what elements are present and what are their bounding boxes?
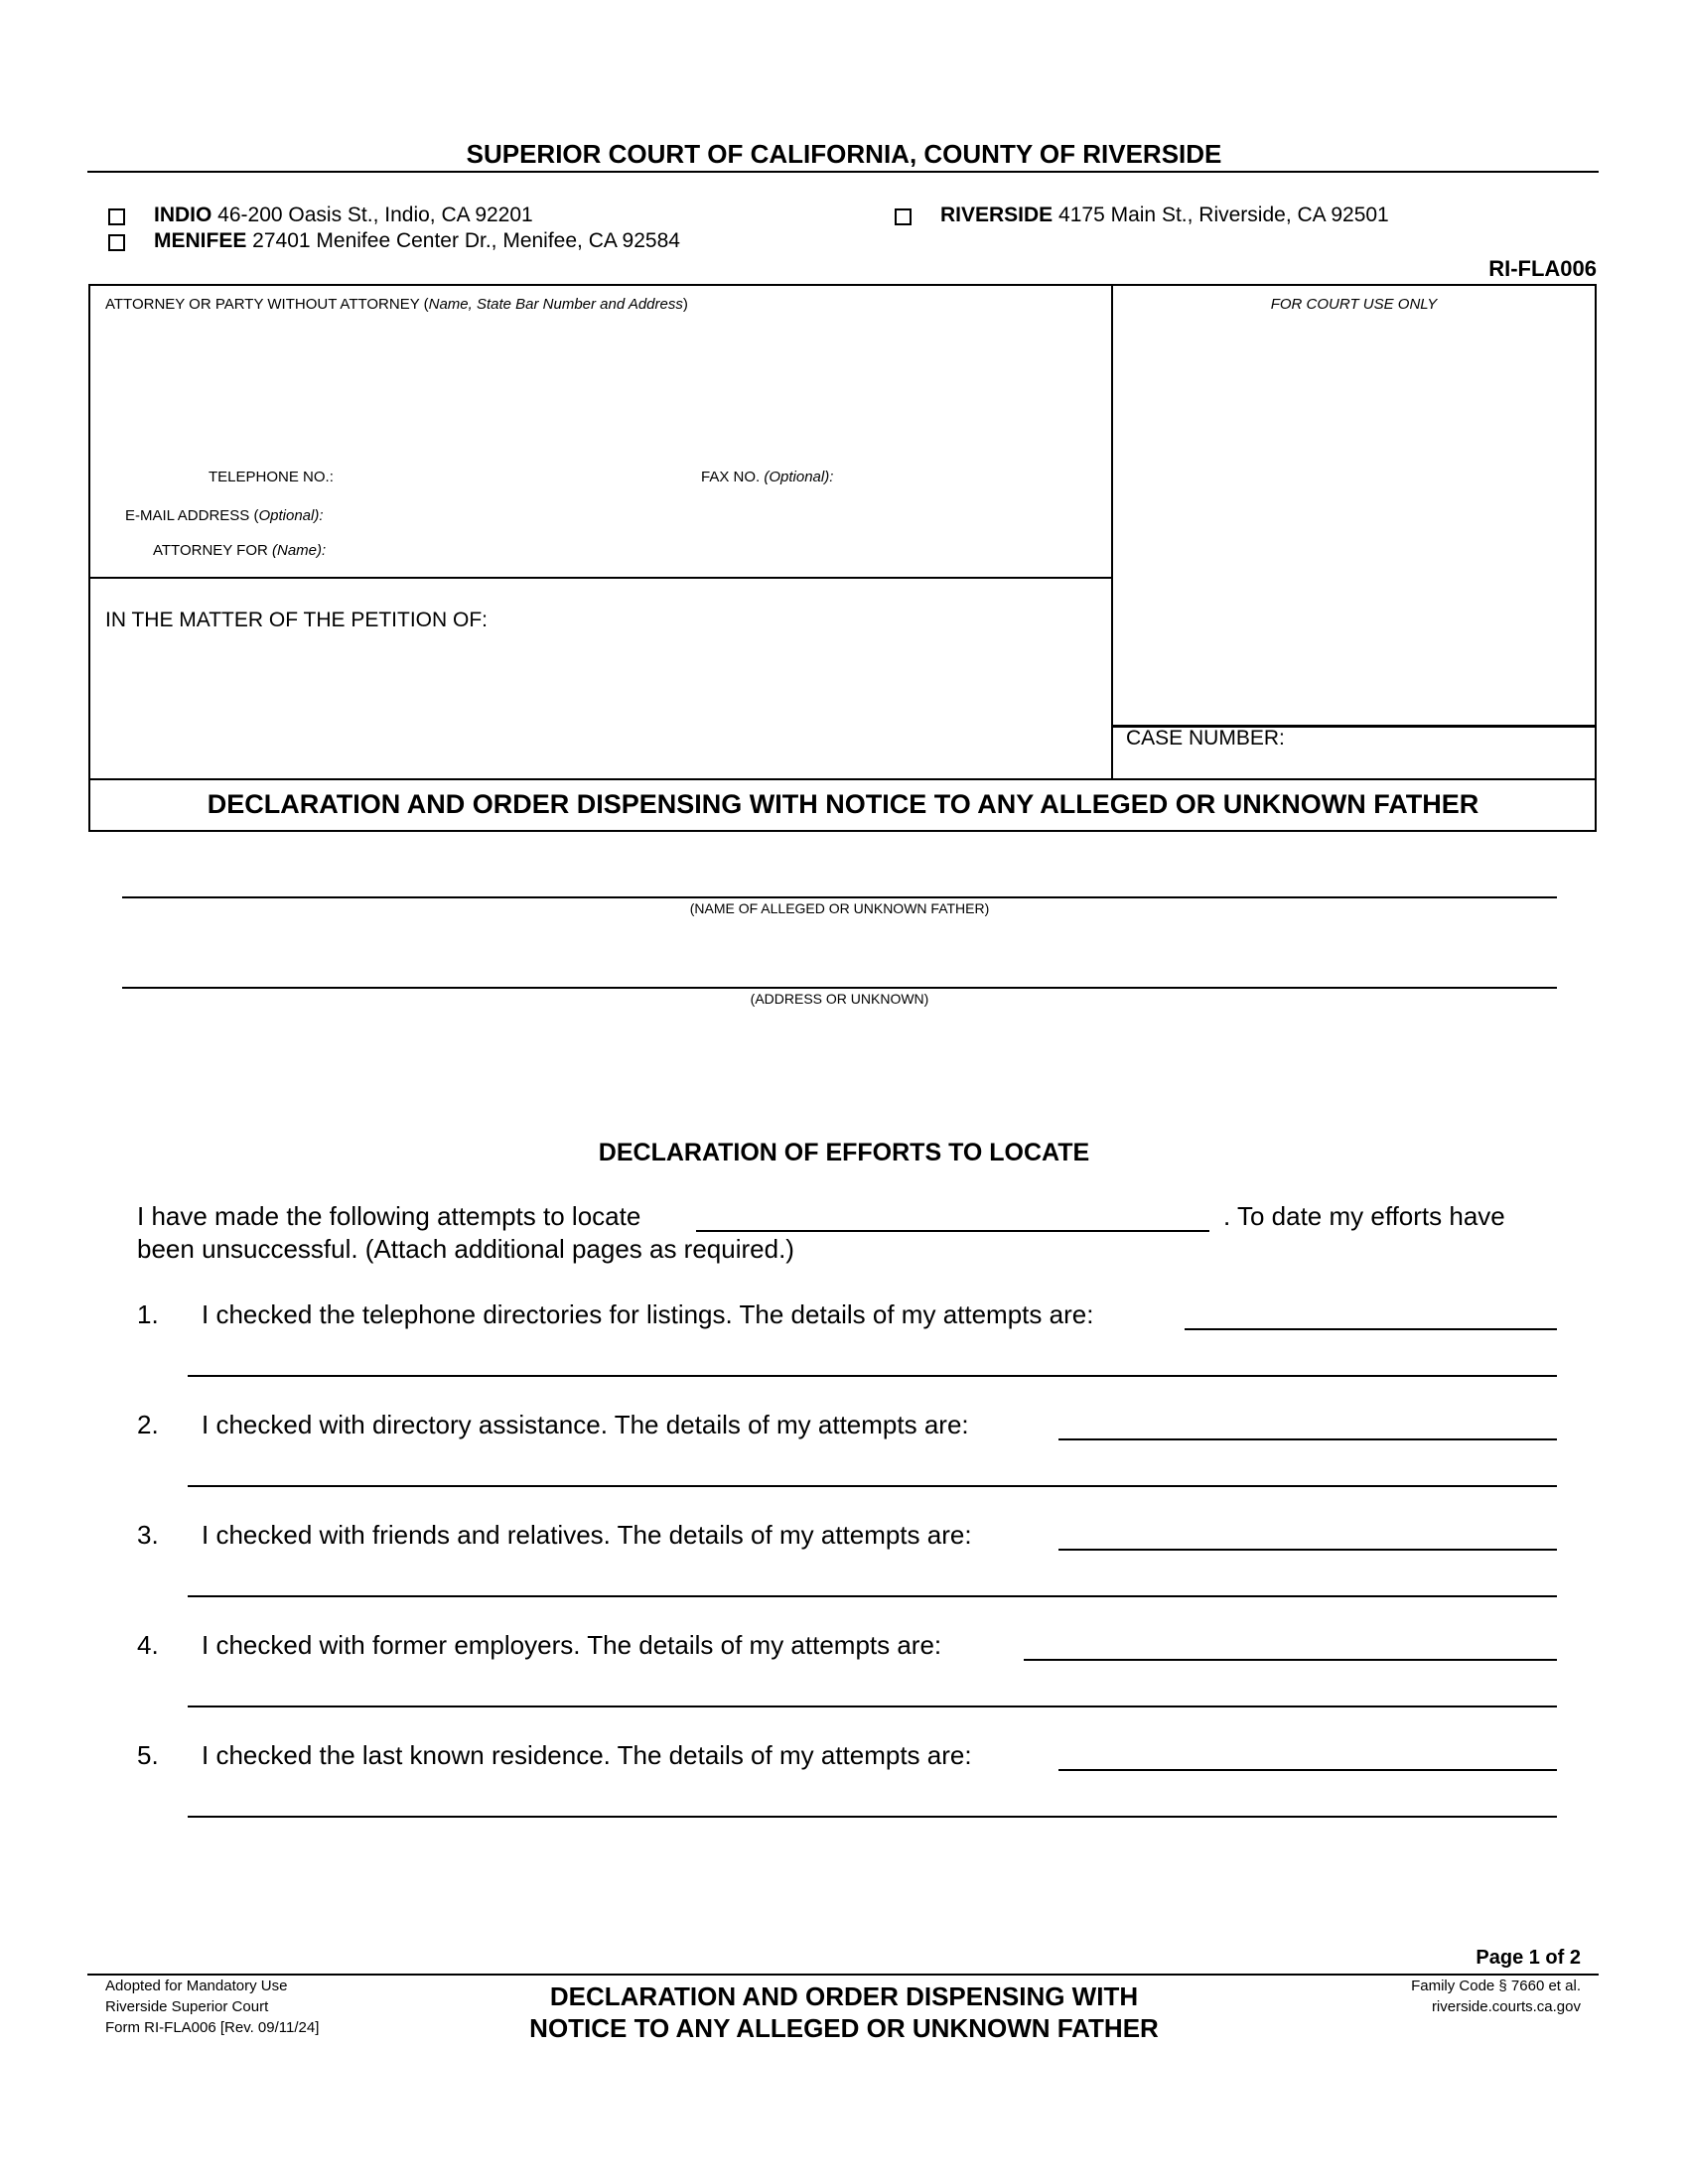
intro-line-2: been unsuccessful. (Attach additional pages as required.) bbox=[137, 1234, 794, 1264]
father-address-line[interactable] bbox=[122, 987, 1557, 989]
father-address-caption: (ADDRESS OR UNKNOWN) bbox=[750, 991, 929, 1007]
email-label: E-MAIL ADDRESS (Optional): bbox=[125, 507, 324, 524]
telephone-label: TELEPHONE NO.: bbox=[209, 469, 334, 485]
form-id: RI-FLA006 bbox=[1488, 256, 1597, 281]
menifee-location: MENIFEE 27401 Menifee Center Dr., Menifee, CA 92584 bbox=[154, 229, 680, 252]
header-rule bbox=[87, 171, 1599, 173]
item-4-line-a[interactable] bbox=[1024, 1659, 1557, 1661]
intro-text-end: . To date my efforts have bbox=[1223, 1201, 1505, 1231]
father-name-caption: (NAME OF ALLEGED OR UNKNOWN FATHER) bbox=[689, 900, 990, 916]
matter-label: IN THE MATTER OF THE PETITION OF: bbox=[105, 609, 489, 631]
footer-right: Family Code § 7660 et al. riverside.courts.ca.gov bbox=[1411, 1978, 1581, 2015]
page-number: Page 1 of 2 bbox=[1476, 1947, 1581, 1969]
item-text: I checked the last known residence. The details of my attempts are: bbox=[202, 1740, 972, 1770]
riverside-location: RIVERSIDE 4175 Main St., Riverside, CA 92501 bbox=[940, 204, 1389, 226]
item-number: 1. bbox=[137, 1299, 159, 1329]
item-2-line-a[interactable] bbox=[1058, 1438, 1557, 1440]
item-3-line-b[interactable] bbox=[188, 1595, 1557, 1597]
item-4-line-b[interactable] bbox=[188, 1706, 1557, 1707]
riverside-checkbox[interactable] bbox=[895, 208, 912, 225]
item-number: 4. bbox=[137, 1630, 159, 1660]
father-name-line[interactable] bbox=[122, 896, 1557, 898]
attorney-for-label: ATTORNEY FOR (Name): bbox=[153, 542, 327, 559]
footer-left: Adopted for Mandatory Use Riverside Superior Court Form RI-FLA006 [Rev. 09/11/24] bbox=[105, 1978, 320, 2036]
case-number-label: CASE NUMBER: bbox=[1126, 727, 1285, 750]
menifee-checkbox[interactable] bbox=[108, 234, 125, 251]
item-number: 5. bbox=[137, 1740, 159, 1770]
footer-title: DECLARATION AND ORDER DISPENSING WITH NOTICE TO ANY ALLEGED OR UNKNOWN FATHER bbox=[529, 1981, 1159, 2043]
document-title: DECLARATION AND ORDER DISPENSING WITH NOTICE TO ANY ALLEGED OR UNKNOWN FATHER bbox=[207, 789, 1479, 819]
item-text: I checked the telephone directories for listings. The details of my attempts are: bbox=[202, 1299, 1094, 1329]
attorney-label: ATTORNEY OR PARTY WITHOUT ATTORNEY (Name, State Bar Number and Address) bbox=[105, 296, 688, 313]
item-1-line-a[interactable] bbox=[1185, 1328, 1557, 1330]
item-number: 2. bbox=[137, 1410, 159, 1439]
court-title: SUPERIOR COURT OF CALIFORNIA, COUNTY OF RIVERSIDE bbox=[466, 139, 1222, 169]
item-number: 3. bbox=[137, 1520, 159, 1550]
court-use-label: FOR COURT USE ONLY bbox=[1270, 296, 1438, 313]
declaration-title: DECLARATION OF EFFORTS TO LOCATE bbox=[598, 1139, 1090, 1166]
indio-checkbox[interactable] bbox=[108, 208, 125, 225]
item-text: I checked with directory assistance. The details of my attempts are: bbox=[202, 1410, 969, 1439]
locate-name-line[interactable] bbox=[696, 1230, 1209, 1232]
court-use-box bbox=[1111, 284, 1597, 728]
fax-label: FAX NO. (Optional): bbox=[701, 469, 834, 485]
item-5-line-a[interactable] bbox=[1058, 1769, 1557, 1771]
intro-text: I have made the following attempts to locate bbox=[137, 1201, 641, 1231]
item-text: I checked with former employers. The details of my attempts are: bbox=[202, 1630, 942, 1660]
item-2-line-b[interactable] bbox=[188, 1485, 1557, 1487]
item-5-line-b[interactable] bbox=[188, 1816, 1557, 1818]
item-3-line-a[interactable] bbox=[1058, 1549, 1557, 1551]
attorney-box bbox=[88, 284, 1113, 579]
indio-location: INDIO 46-200 Oasis St., Indio, CA 92201 bbox=[154, 204, 533, 226]
item-text: I checked with friends and relatives. The details of my attempts are: bbox=[202, 1520, 972, 1550]
item-1-line-b[interactable] bbox=[188, 1375, 1557, 1377]
matter-box bbox=[88, 577, 1113, 780]
